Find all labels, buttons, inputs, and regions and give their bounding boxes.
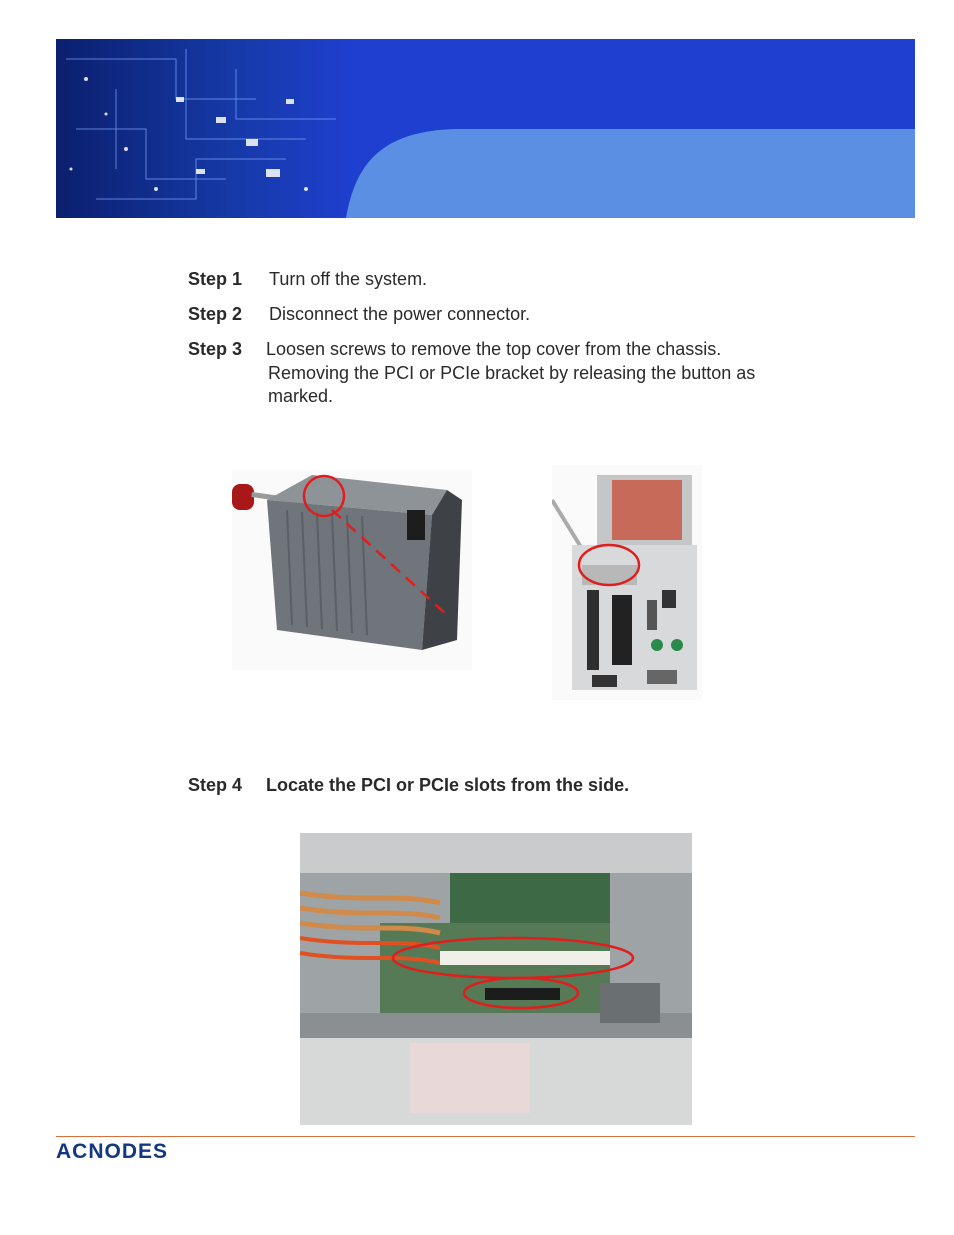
step-3-line-2: Removing the PCI or PCIe bracket by releasing the button as bbox=[268, 363, 756, 383]
photo-pci-slots bbox=[300, 833, 692, 1125]
photo-chassis-cover bbox=[232, 470, 472, 670]
step-3-line-1: Loosen screws to remove the top cover from the chassis. bbox=[266, 339, 722, 359]
step-4-text: Locate the PCI or PCIe slots from the side. bbox=[266, 775, 630, 795]
step-4-label: Step 4 bbox=[188, 775, 243, 795]
screwdriver-handle bbox=[232, 484, 254, 510]
step-1-label: Step 1 bbox=[188, 269, 243, 289]
header-banner bbox=[56, 39, 915, 218]
step-2 bbox=[188, 303, 531, 326]
step-3 bbox=[188, 338, 756, 406]
logo-text: ACNODES bbox=[56, 1140, 169, 1163]
photo-pci-bracket bbox=[552, 465, 702, 700]
acnodes-logo bbox=[56, 1140, 216, 1164]
circuit-board-banner-graphic bbox=[56, 39, 915, 218]
step-2-label: Step 2 bbox=[188, 304, 243, 324]
step-2-text: Disconnect the power connector. bbox=[269, 304, 531, 324]
step-1-text: Turn off the system. bbox=[269, 269, 428, 289]
step-1 bbox=[188, 268, 428, 291]
step-3-line-3: marked. bbox=[268, 386, 334, 406]
footer-divider bbox=[56, 1136, 915, 1137]
step-3-label: Step 3 bbox=[188, 339, 243, 359]
step-4 bbox=[188, 774, 630, 797]
